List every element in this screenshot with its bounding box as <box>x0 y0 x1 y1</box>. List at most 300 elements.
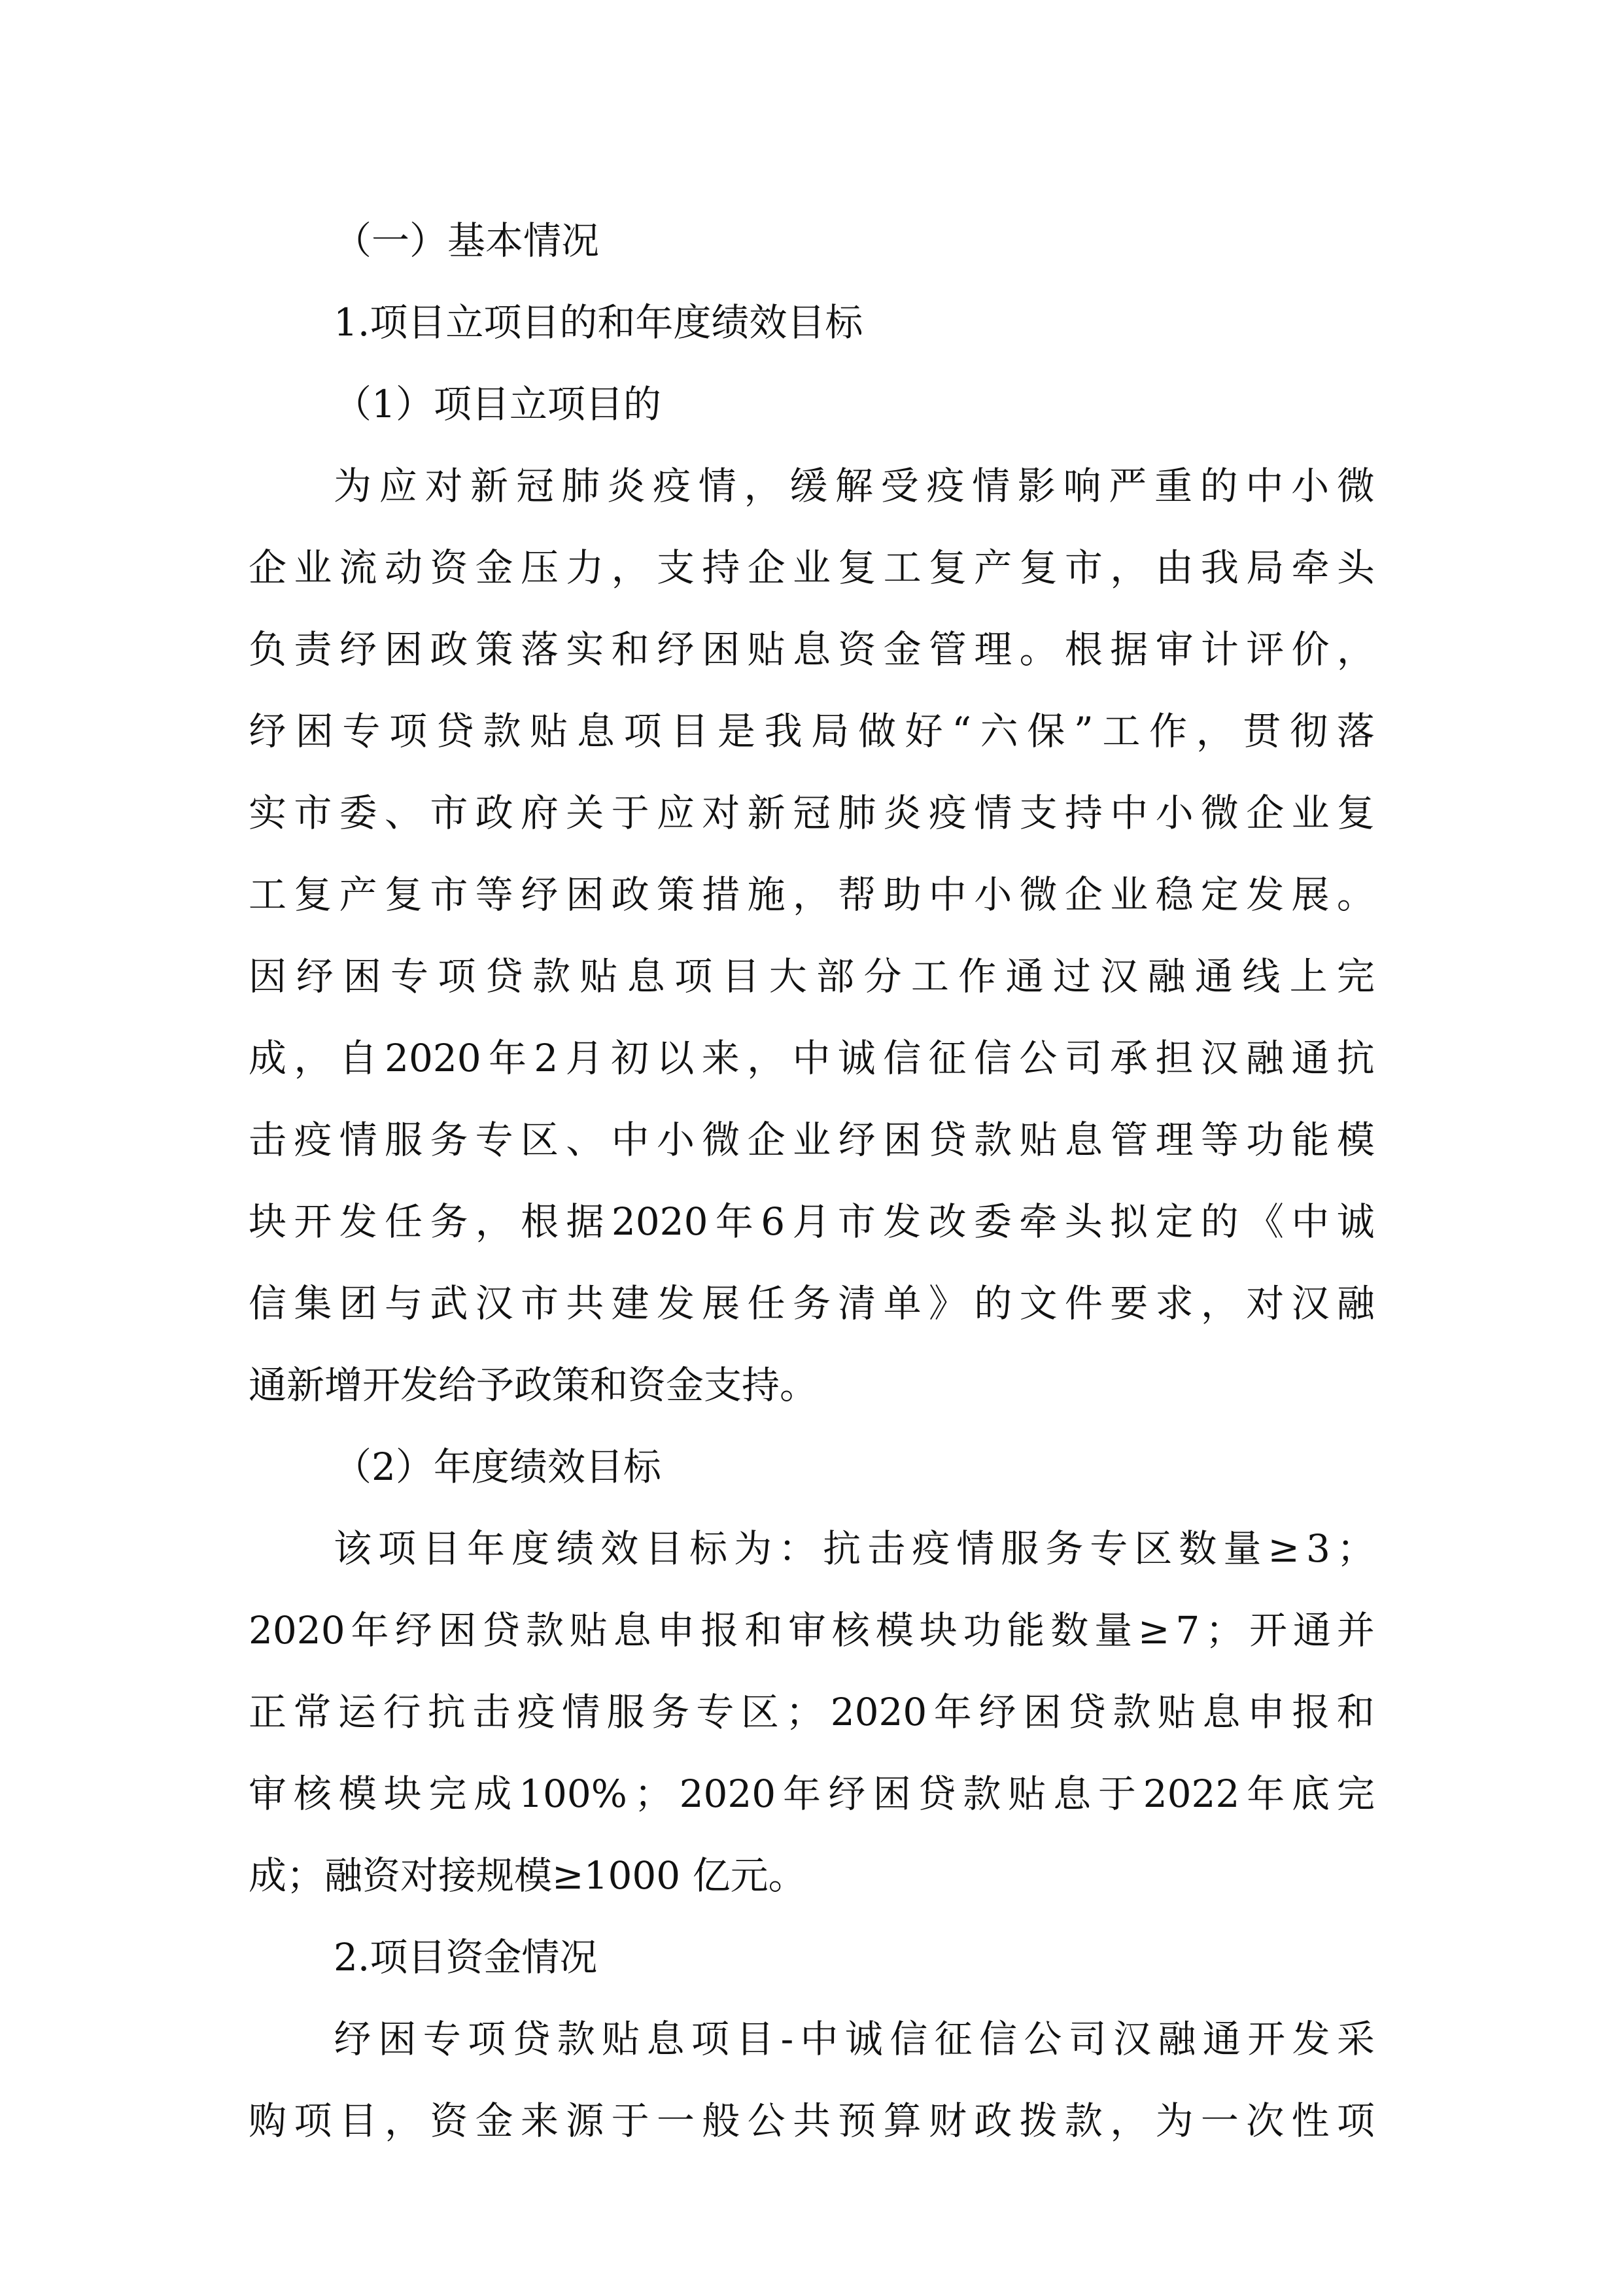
text-glyph: 7 <box>1175 1608 1200 1653</box>
subheading-annual-goals: （2）年度绩效目标 <box>334 1445 661 1489</box>
text-glyph: 能 <box>1291 1118 1330 1162</box>
text-glyph: 款 <box>557 2017 595 2061</box>
text-glyph: 贴 <box>1008 1772 1046 1816</box>
text-glyph: 目 <box>736 2017 774 2061</box>
text-glyph: 困 <box>343 954 381 999</box>
text-glyph: 抗 <box>427 1690 466 1734</box>
text-glyph: 为 <box>1155 2099 1194 2143</box>
text-glyph: 展 <box>702 1281 740 1326</box>
text-glyph: 息 <box>627 954 665 999</box>
text-glyph: 。 <box>1336 872 1375 917</box>
text-glyph: 正 <box>249 1690 287 1734</box>
text-glyph: 纾 <box>656 627 695 672</box>
text-glyph: 六 <box>980 709 1018 753</box>
text-glyph: ≥ <box>1137 1608 1170 1653</box>
text-glyph: 施 <box>747 872 786 917</box>
text-glyph: 纾 <box>838 1118 876 1162</box>
text-glyph: 专 <box>696 1690 734 1734</box>
text-glyph: 清 <box>838 1281 876 1326</box>
text-glyph: 核 <box>831 1608 870 1653</box>
text-glyph: 度 <box>511 1526 550 1571</box>
text-glyph: 汉 <box>1200 1036 1239 1080</box>
text-glyph: 复 <box>838 545 876 590</box>
paragraph-line <box>334 2015 1375 2063</box>
text-glyph: 诚 <box>844 2017 883 2061</box>
text-glyph: 微 <box>1200 791 1239 835</box>
text-glyph: 牵 <box>1291 545 1330 590</box>
text-glyph: 发 <box>656 1281 695 1326</box>
text-glyph: 疫 <box>517 1690 555 1734</box>
text-glyph: 委 <box>973 1199 1012 1244</box>
text-glyph: 区 <box>520 1118 559 1162</box>
paragraph-line <box>249 1280 1375 1327</box>
text-glyph: 于 <box>611 791 649 835</box>
text-glyph: 建 <box>611 1281 649 1326</box>
text-glyph: 受 <box>880 464 919 508</box>
text-glyph: 专 <box>342 709 381 753</box>
text-glyph: 务 <box>792 1281 831 1326</box>
text-glyph: 困 <box>872 1772 911 1816</box>
text-glyph: 展 <box>1291 872 1330 917</box>
text-glyph: 支 <box>1019 791 1058 835</box>
text-glyph: 功 <box>963 1608 1001 1653</box>
text-glyph: 疫 <box>294 1118 332 1162</box>
text-glyph: 的 <box>974 1281 1012 1326</box>
text-glyph: 纾 <box>296 954 334 999</box>
text-glyph: 目 <box>721 954 760 999</box>
text-glyph: 策 <box>475 627 513 672</box>
text-glyph: 抗 <box>1336 1036 1375 1080</box>
text-glyph: 融 <box>1336 1281 1375 1326</box>
text-glyph: 报 <box>700 1608 739 1653</box>
text-glyph: 数 <box>1050 1608 1089 1653</box>
text-glyph: 企 <box>1246 791 1285 835</box>
text-glyph: 动 <box>384 545 423 590</box>
text-glyph: 应 <box>656 791 695 835</box>
text-glyph: 款 <box>974 1118 1012 1162</box>
text-glyph: 作 <box>958 954 997 999</box>
text-glyph: 来 <box>520 2099 559 2143</box>
text-glyph: 来 <box>701 1036 740 1080</box>
text-glyph: 征 <box>934 2017 973 2061</box>
text-glyph: 金 <box>475 545 513 590</box>
text-glyph: 对 <box>424 464 463 508</box>
text-glyph: 政 <box>430 627 468 672</box>
text-glyph: ； <box>634 1772 672 1816</box>
text-glyph: 模 <box>1336 1118 1375 1162</box>
text-glyph: 自 <box>339 1036 377 1080</box>
text-glyph: 企 <box>747 1118 786 1162</box>
text-glyph: 以 <box>656 1036 695 1080</box>
text-glyph: 中 <box>1110 791 1149 835</box>
text-glyph: 复 <box>1336 791 1375 835</box>
text-glyph: 中 <box>928 872 967 917</box>
text-glyph: 产 <box>974 545 1012 590</box>
text-glyph: 贴 <box>569 1608 608 1653</box>
text-glyph: ， <box>384 2099 423 2143</box>
text-glyph: 息 <box>1053 1772 1092 1816</box>
text-glyph: 息 <box>646 2017 685 2061</box>
text-glyph: 困 <box>378 2017 417 2061</box>
text-glyph: 团 <box>339 1281 377 1326</box>
text-glyph: 情 <box>698 464 736 508</box>
text-glyph: 年 <box>1247 1772 1285 1816</box>
text-glyph: 的 <box>1200 1199 1239 1244</box>
text-glyph: 困 <box>566 872 604 917</box>
text-glyph: 绩 <box>556 1526 595 1571</box>
text-glyph: 通 <box>1291 1036 1330 1080</box>
text-glyph: 2020 <box>679 1772 776 1816</box>
text-glyph: 开 <box>294 1199 332 1244</box>
text-glyph: 工 <box>1102 709 1141 753</box>
text-glyph: 息 <box>792 627 831 672</box>
text-glyph: 区 <box>1134 1526 1173 1571</box>
text-glyph: 公 <box>747 2099 786 2143</box>
text-glyph: 贷 <box>485 954 523 999</box>
text-glyph: 复 <box>1019 545 1058 590</box>
text-glyph: 金 <box>475 2099 513 2143</box>
text-glyph: 成 <box>474 1772 512 1816</box>
text-glyph: 抗 <box>823 1526 861 1571</box>
text-glyph: 大 <box>769 954 807 999</box>
text-glyph: 专 <box>475 1118 513 1162</box>
text-glyph: 项 <box>378 1526 417 1571</box>
text-glyph: 服 <box>1001 1526 1039 1571</box>
text-glyph: 政 <box>475 791 513 835</box>
text-glyph: 新 <box>470 464 509 508</box>
text-glyph: 根 <box>1064 627 1103 672</box>
text-glyph: 开 <box>1247 2017 1286 2061</box>
paragraph-line <box>249 544 1375 591</box>
text-glyph: 块 <box>383 1772 422 1816</box>
text-glyph: 府 <box>520 791 559 835</box>
text-glyph: 该 <box>334 1526 372 1571</box>
text-glyph: 初 <box>611 1036 649 1080</box>
text-glyph: 6 <box>761 1199 786 1244</box>
text-glyph: 微 <box>1019 872 1058 917</box>
text-glyph: 炎 <box>883 791 922 835</box>
text-glyph: 贴 <box>602 2017 640 2061</box>
text-glyph: 单 <box>883 1281 922 1326</box>
text-glyph: 根 <box>521 1199 559 1244</box>
text-glyph: 复 <box>928 545 967 590</box>
paragraph-line <box>249 708 1375 755</box>
text-glyph: 中 <box>1291 1199 1330 1244</box>
text-glyph: 业 <box>294 545 332 590</box>
text-glyph: 等 <box>1200 1118 1239 1162</box>
text-glyph: 情 <box>972 464 1011 508</box>
text-glyph: 由 <box>1155 545 1194 590</box>
text-glyph: ， <box>1110 2099 1149 2143</box>
text-glyph: 效 <box>600 1526 639 1571</box>
text-glyph: 业 <box>1291 791 1330 835</box>
text-glyph: 贯 <box>1243 709 1281 753</box>
text-glyph: 贴 <box>1157 1690 1196 1734</box>
text-glyph: 和 <box>744 1608 783 1653</box>
text-glyph: 款 <box>525 1608 564 1653</box>
text-glyph: 审 <box>249 1772 287 1816</box>
text-glyph: 任 <box>747 1281 786 1326</box>
text-glyph: ； <box>1336 1526 1375 1571</box>
text-glyph: 情 <box>974 791 1012 835</box>
text-glyph: 区 <box>740 1690 779 1734</box>
text-glyph: 块 <box>919 1608 958 1653</box>
text-glyph: 工 <box>883 545 922 590</box>
text-glyph: 年 <box>715 1199 753 1244</box>
text-glyph: 块 <box>249 1199 287 1244</box>
text-glyph: 款 <box>483 709 521 753</box>
text-glyph: 2020 <box>830 1690 927 1734</box>
text-glyph: 压 <box>520 545 559 590</box>
text-glyph: 2020 <box>385 1036 481 1080</box>
text-glyph: 并 <box>1336 1608 1375 1653</box>
text-glyph: 小 <box>656 1118 695 1162</box>
text-glyph: 目 <box>670 709 709 753</box>
text-glyph: 击 <box>472 1690 511 1734</box>
text-glyph: 于 <box>1097 1772 1136 1816</box>
text-glyph: 落 <box>520 627 559 672</box>
text-glyph: 申 <box>657 1608 695 1653</box>
text-glyph: 运 <box>337 1690 376 1734</box>
text-glyph: 款 <box>532 954 571 999</box>
text-glyph: 项 <box>294 2099 332 2143</box>
text-glyph: 量 <box>1094 1608 1133 1653</box>
text-glyph: 对 <box>1246 1281 1285 1326</box>
text-glyph: 服 <box>384 1118 423 1162</box>
paragraph-line-last: 通新增开发给予政策和资金支持。 <box>249 1363 818 1407</box>
text-glyph: 承 <box>1109 1036 1148 1080</box>
text-glyph: 流 <box>339 545 377 590</box>
text-glyph: 融 <box>1158 2017 1196 2061</box>
text-glyph: 信 <box>883 1036 922 1080</box>
text-glyph: 企 <box>249 545 287 590</box>
text-glyph: 年 <box>467 1526 506 1571</box>
text-glyph: 管 <box>928 627 967 672</box>
text-glyph: 做 <box>857 709 896 753</box>
text-glyph: 小 <box>1155 791 1194 835</box>
text-glyph: 贴 <box>530 709 568 753</box>
text-glyph: 关 <box>566 791 604 835</box>
text-glyph: 数 <box>1179 1526 1217 1571</box>
text-glyph: 纾 <box>334 2017 372 2061</box>
text-glyph: 复 <box>384 872 423 917</box>
text-glyph: 、 <box>384 791 423 835</box>
text-glyph: 审 <box>788 1608 827 1653</box>
text-glyph: 汉 <box>1113 2017 1152 2061</box>
text-glyph: 项 <box>623 709 662 753</box>
text-glyph: 小 <box>974 872 1012 917</box>
text-glyph: 纾 <box>394 1608 433 1653</box>
subheading-project-funds: 2.项目资金情况 <box>334 1935 598 1979</box>
text-glyph: 目 <box>645 1526 683 1571</box>
text-glyph: 贴 <box>747 627 786 672</box>
subheading-project-purpose-goals: 1.项目立项目的和年度绩效目标 <box>334 300 863 345</box>
text-glyph: 件 <box>1064 1281 1103 1326</box>
text-glyph: 功 <box>1246 1118 1285 1162</box>
text-glyph: 任 <box>385 1199 423 1244</box>
text-glyph: 武 <box>430 1281 468 1326</box>
text-glyph: 年 <box>351 1608 389 1653</box>
text-glyph: 对 <box>702 791 740 835</box>
text-glyph: 小 <box>1291 464 1330 508</box>
text-glyph: 严 <box>1109 464 1147 508</box>
text-glyph: 信 <box>890 2017 928 2061</box>
text-glyph: 发 <box>883 1199 922 1244</box>
paragraph-line <box>249 626 1375 673</box>
text-glyph: 的 <box>1200 464 1238 508</box>
text-glyph: 申 <box>1247 1690 1285 1734</box>
text-glyph: 诚 <box>1336 1199 1375 1244</box>
text-glyph: 报 <box>1292 1690 1330 1734</box>
text-glyph: 资 <box>430 2099 468 2143</box>
text-glyph: 中 <box>800 2017 838 2061</box>
text-glyph: 情 <box>562 1690 600 1734</box>
text-glyph: 新 <box>747 791 786 835</box>
paragraph-line <box>249 1198 1375 1245</box>
text-glyph: 征 <box>928 1036 967 1080</box>
text-glyph: 响 <box>1063 464 1101 508</box>
paragraph-line <box>249 789 1375 836</box>
text-glyph: 3 <box>1305 1526 1330 1571</box>
text-glyph: 公 <box>1019 1036 1058 1080</box>
text-glyph: 息 <box>1202 1690 1241 1734</box>
text-glyph: 策 <box>656 872 695 917</box>
text-glyph: 。 <box>1019 627 1058 672</box>
text-glyph: 通 <box>1292 1608 1331 1653</box>
text-glyph: 等 <box>475 872 513 917</box>
text-glyph: 支 <box>656 545 695 590</box>
text-glyph: 保 <box>1027 709 1065 753</box>
paragraph-line <box>249 1770 1375 1817</box>
text-glyph: 核 <box>293 1772 332 1816</box>
text-glyph: 微 <box>702 1118 740 1162</box>
text-glyph: 缓 <box>789 464 828 508</box>
text-glyph: 拨 <box>1019 2099 1058 2143</box>
text-glyph: 线 <box>1242 954 1281 999</box>
text-glyph: 审 <box>1155 627 1194 672</box>
text-glyph: 公 <box>1024 2017 1062 2061</box>
text-glyph: 性 <box>1291 2099 1330 2143</box>
text-glyph: 复 <box>294 872 332 917</box>
text-glyph: 行 <box>383 1690 421 1734</box>
text-glyph: 疫 <box>653 464 691 508</box>
text-glyph: 纾 <box>978 1690 1017 1734</box>
text-glyph: 标 <box>689 1526 728 1571</box>
paragraph-line-last: 成；融资对接规模≥1000 亿元。 <box>249 1853 806 1898</box>
paragraph-line <box>249 1688 1375 1736</box>
text-glyph: 资 <box>838 627 876 672</box>
text-glyph: - <box>780 2017 794 2061</box>
text-glyph: 源 <box>566 2099 604 2143</box>
text-glyph: 实 <box>249 791 287 835</box>
text-glyph: 与 <box>384 1281 423 1326</box>
text-glyph: “ <box>952 709 971 753</box>
text-glyph: 为 <box>334 464 372 508</box>
text-glyph: ， <box>294 1036 332 1080</box>
text-glyph: 、 <box>566 1118 604 1162</box>
text-glyph: 疫 <box>928 791 967 835</box>
paragraph-line <box>249 871 1375 918</box>
text-glyph: ， <box>611 545 649 590</box>
text-glyph: 完 <box>1336 1772 1375 1816</box>
text-glyph: 工 <box>249 872 287 917</box>
text-glyph: 预 <box>838 2099 876 2143</box>
text-glyph: 局 <box>1246 545 1285 590</box>
text-glyph: 于 <box>611 2099 649 2143</box>
text-glyph: 市 <box>837 1199 876 1244</box>
text-glyph: 评 <box>1246 627 1285 672</box>
text-glyph: 贷 <box>918 1772 956 1816</box>
text-glyph: 拟 <box>1109 1199 1148 1244</box>
text-glyph: 计 <box>1200 627 1239 672</box>
text-glyph: 纾 <box>827 1772 866 1816</box>
text-glyph: 企 <box>1064 872 1103 917</box>
text-glyph: 中 <box>1245 464 1284 508</box>
text-glyph: 专 <box>423 2017 461 2061</box>
text-glyph: ， <box>1200 1281 1239 1326</box>
paragraph-line <box>249 1607 1375 1654</box>
text-glyph: 年 <box>933 1690 972 1734</box>
text-glyph: 汉 <box>475 1281 513 1326</box>
text-glyph: 贷 <box>928 1118 967 1162</box>
text-glyph: 责 <box>294 627 332 672</box>
text-glyph: 发 <box>1292 2017 1330 2061</box>
text-glyph: 模 <box>338 1772 377 1816</box>
text-glyph: 款 <box>963 1772 1001 1816</box>
text-glyph: 务 <box>430 1199 468 1244</box>
text-glyph: 牵 <box>1019 1199 1058 1244</box>
text-glyph: 通 <box>1194 954 1233 999</box>
text-glyph: 业 <box>792 545 831 590</box>
text-glyph: 业 <box>792 1118 831 1162</box>
text-glyph: 月 <box>565 1036 604 1080</box>
text-glyph: 贷 <box>482 1608 521 1653</box>
text-glyph: 项 <box>1336 2099 1375 2143</box>
text-glyph: 市 <box>430 872 468 917</box>
text-glyph: 文 <box>1019 1281 1058 1326</box>
text-glyph: 影 <box>1017 464 1056 508</box>
text-glyph: 持 <box>702 545 740 590</box>
text-glyph: 我 <box>1200 545 1239 590</box>
text-glyph: 据 <box>566 1199 604 1244</box>
text-glyph: 息 <box>576 709 615 753</box>
text-glyph: 能 <box>1007 1608 1045 1653</box>
text-glyph: 据 <box>1110 627 1149 672</box>
section-heading-basic: （一）基本情况 <box>334 218 600 263</box>
text-glyph: 款 <box>1113 1690 1151 1734</box>
text-glyph: 年 <box>783 1772 821 1816</box>
text-glyph: 金 <box>883 627 922 672</box>
text-glyph: ， <box>1196 709 1234 753</box>
paragraph-line <box>334 462 1375 509</box>
text-glyph: 息 <box>613 1608 651 1653</box>
text-glyph: 务 <box>651 1690 689 1734</box>
text-glyph: 情 <box>956 1526 995 1571</box>
text-glyph: 稳 <box>1155 872 1194 917</box>
paragraph-line <box>249 1035 1375 1082</box>
text-glyph: 次 <box>1246 2099 1285 2143</box>
text-glyph: 息 <box>1064 1118 1103 1162</box>
text-glyph: 纾 <box>339 627 377 672</box>
text-glyph: 头 <box>1064 1199 1103 1244</box>
text-glyph: 项 <box>438 954 476 999</box>
text-glyph: 市 <box>1064 545 1103 590</box>
text-glyph: 司 <box>1068 2017 1107 2061</box>
text-glyph: 部 <box>816 954 855 999</box>
text-glyph: 和 <box>611 627 649 672</box>
text-glyph: 通 <box>1005 954 1044 999</box>
text-glyph: 微 <box>1336 464 1375 508</box>
